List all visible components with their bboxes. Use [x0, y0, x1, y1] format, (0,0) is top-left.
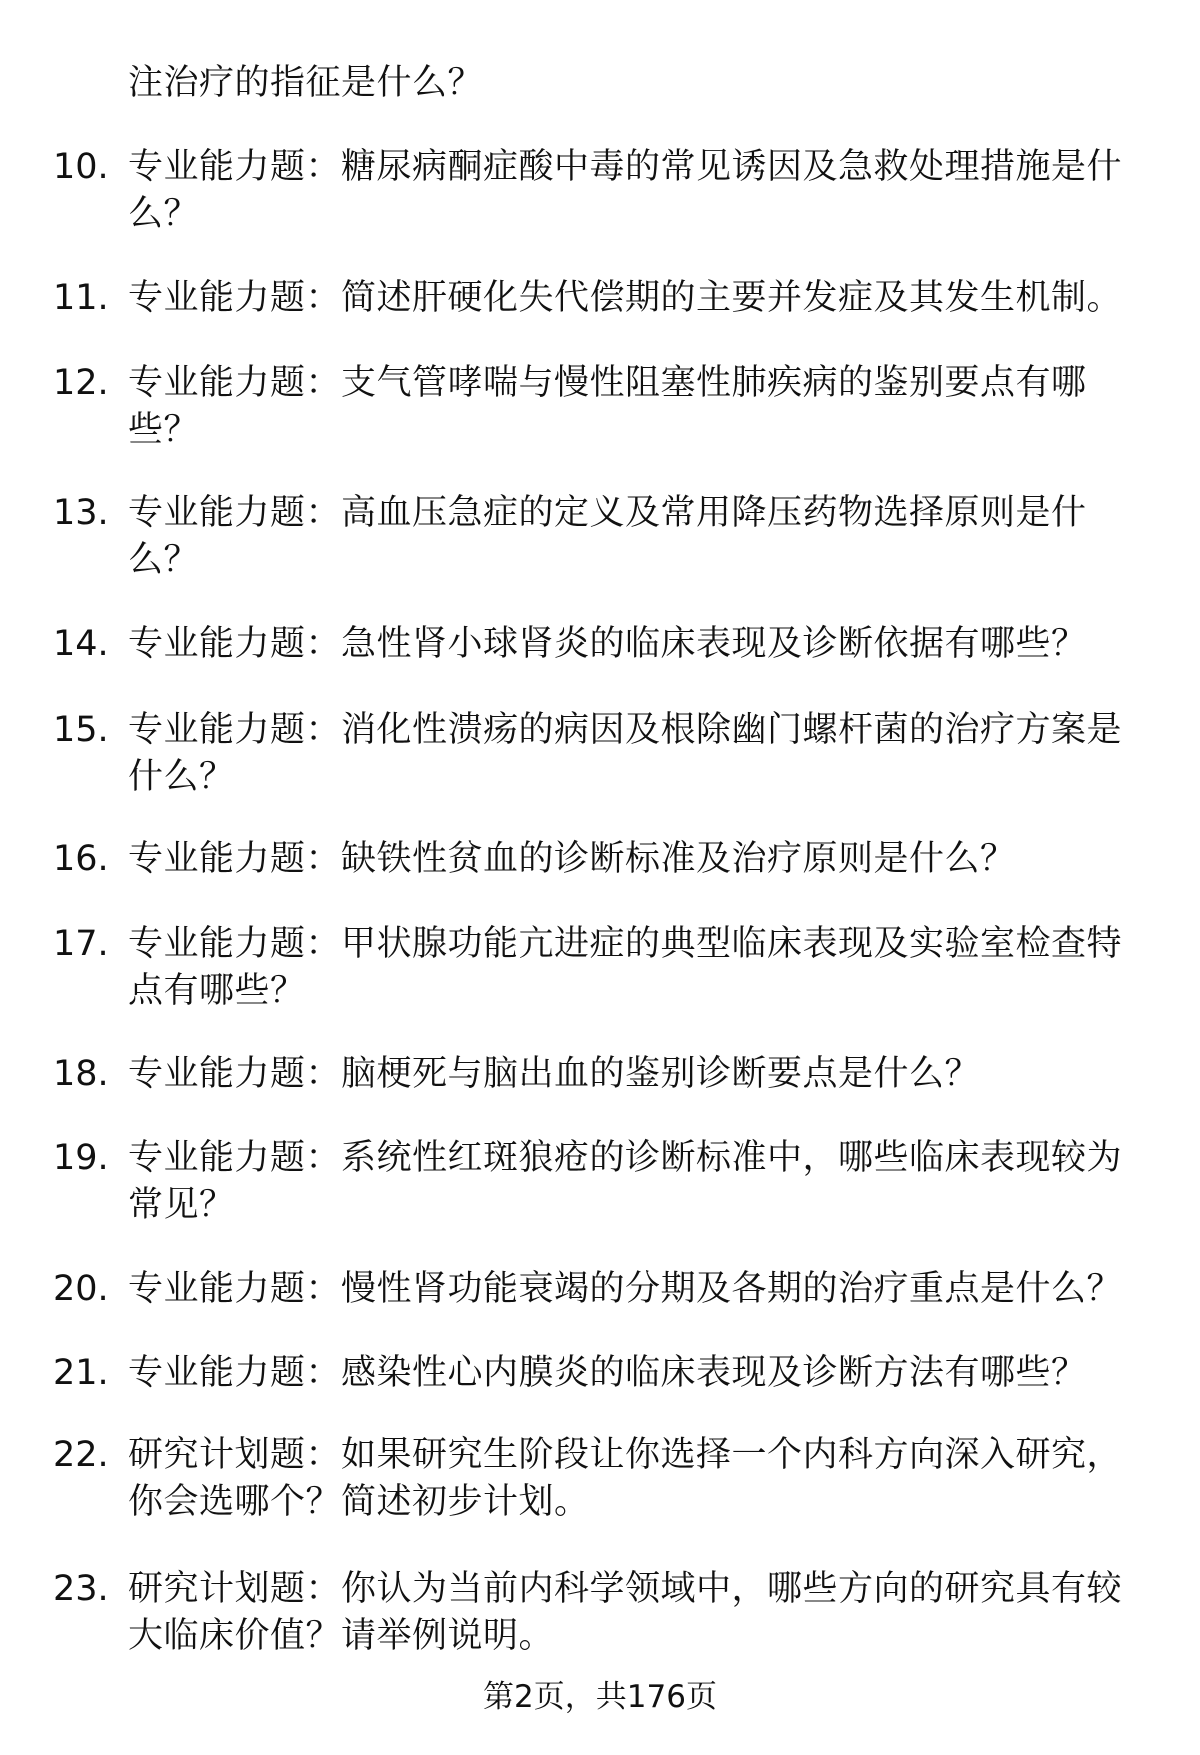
- item-text-line: 专业能力题：甲状腺功能亢进症的典型临床表现及实验室检查特: [128, 924, 1123, 964]
- item-text-line: 专业能力题：急性肾小球肾炎的临床表现及诊断依据有哪些？: [128, 624, 1087, 664]
- item-number: 18.: [53, 1054, 109, 1094]
- item-text-line: 么？: [128, 194, 200, 234]
- item-number: 16.: [53, 839, 109, 879]
- item-number: 14.: [53, 624, 109, 664]
- item-number: 22.: [53, 1435, 109, 1475]
- item-text-line: 么？: [128, 540, 200, 580]
- item-text-line: 常见？: [128, 1185, 235, 1225]
- list-item: [0, 144, 1200, 244]
- item-text-line: 专业能力题：支气管哮喘与慢性阻塞性肺疾病的鉴别要点有哪: [128, 363, 1087, 403]
- item-text-line: 点有哪些？: [128, 971, 306, 1011]
- item-text-line: 专业能力题：高血压急症的定义及常用降压药物选择原则是什: [128, 493, 1087, 533]
- item-number: 15.: [53, 710, 109, 750]
- item-number: 19.: [53, 1138, 109, 1178]
- list-item: [0, 1432, 1200, 1532]
- item-text-line: 专业能力题：感染性心内膜炎的临床表现及诊断方法有哪些？: [128, 1353, 1087, 1393]
- list-item: [0, 1566, 1200, 1666]
- item-text-line: 研究计划题：你认为当前内科学领域中，哪些方向的研究具有较: [128, 1569, 1123, 1609]
- list-item: [0, 621, 1200, 721]
- item-number: 21.: [53, 1353, 109, 1393]
- list-item: [0, 1135, 1200, 1235]
- item-number: 23.: [53, 1569, 109, 1609]
- item-text-line: 你会选哪个？简述初步计划。: [128, 1482, 590, 1522]
- item-text-line: 专业能力题：脑梗死与脑出血的鉴别诊断要点是什么？: [128, 1054, 981, 1094]
- list-item: [0, 490, 1200, 590]
- item-text-line: 研究计划题：如果研究生阶段让你选择一个内科方向深入研究，: [128, 1435, 1123, 1475]
- item-text-line: 专业能力题：系统性红斑狼疮的诊断标准中，哪些临床表现较为: [128, 1138, 1123, 1178]
- item-text-line: 专业能力题：慢性肾功能衰竭的分期及各期的治疗重点是什么？: [128, 1269, 1123, 1309]
- item-text-line: 专业能力题：简述肝硬化失代偿期的主要并发症及其发生机制。: [128, 278, 1123, 318]
- item-number: 17.: [53, 924, 109, 964]
- page-footer: 第2页，共176页: [483, 1679, 717, 1715]
- item-number: 13.: [53, 493, 109, 533]
- item-text-line: 些？: [128, 410, 200, 450]
- list-item: [0, 707, 1200, 807]
- item-number: 12.: [53, 363, 109, 403]
- list-item: [0, 360, 1200, 460]
- item-text-line: 专业能力题：消化性溃疡的病因及根除幽门螺杆菌的治疗方案是: [128, 710, 1123, 750]
- item-text-line: 大临床价值？请举例说明。: [128, 1616, 555, 1656]
- item-text-line: 什么？: [128, 757, 235, 797]
- item-number: 11.: [53, 278, 109, 318]
- continuation-text: 注治疗的指征是什么？: [128, 63, 484, 103]
- item-text-line: 专业能力题：糖尿病酮症酸中毒的常见诱因及急救处理措施是什: [128, 147, 1123, 187]
- list-item: [0, 921, 1200, 1021]
- item-number: 10.: [53, 147, 109, 187]
- item-number: 20.: [53, 1269, 109, 1309]
- item-text-line: 专业能力题：缺铁性贫血的诊断标准及治疗原则是什么？: [128, 839, 1016, 879]
